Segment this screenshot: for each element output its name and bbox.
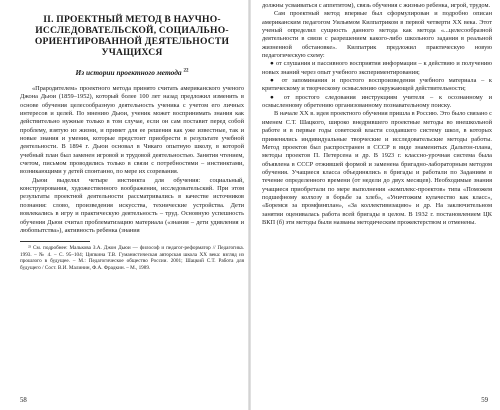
page-number-right: 59 <box>481 397 488 404</box>
section-title-text: Из истории проектного метода <box>75 68 182 77</box>
footnote-rule <box>20 241 90 242</box>
right-paragraph-2: Сам проектный метод впервые был сформулирован и подробно описан американским педагогом Уильямом Килпатриком в первой четверти XX века. Этот ученый определил сущность данного метода как метода «...целесообразной деятельности в связи с разрешением какого-либо школьного задания в реальной жизненной обстановке». Килпатрик предложил практическую новую педагогическую схему: <box>262 10 492 60</box>
left-paragraph-1: «Прародителем» проектного метода принято считать американского ученого Джона Дьюи (1859–1952), который более 100 лет назад предложил изменить в основе обучения целесообразную деятельность ученика с учетом его личных интересов и целей. По мнению Дьюи, ученик может воспринимать знания как действительно нужные только в том случае, если он сам поставит перед собой проблему, взятую из жизни, и примет для ее решения как уже известные, так и новые знания и умения, которые предстоит приобрести в результате учебной деятельности. В 1894 г. Дьюи основал в Чикаго опытную школу, в которой учебный план был заменен игровой и трудовой деятельностью. Занятия чтением, счетом, письмом проводились только в связи с потребностями – инстинктами, возникающими у детей спонтанно, по мере их созревания. <box>20 85 244 176</box>
right-paragraph-1: должны усваиваться с аппетитом), связь обучения с жизнью ребенка, игрой, трудом. <box>262 2 491 9</box>
bullet-item: ● от запоминания и простого воспроизведения учебного материала – к критическому и творческому осмыслению окружающей действительности; <box>262 77 492 93</box>
footnote-mark: 22 <box>183 68 189 74</box>
right-page <box>250 0 500 410</box>
bullet-item: ● от слушания и пассивного восприятия информации – к действию и получению новых знаний через опыт учебного экспериментирования; <box>262 60 492 76</box>
left-paragraph-2: Дьюи выделял четыре инстинкта для обучения: социальный, конструирования, художественного воображения, исследовательский. При этом результаты проектной деятельности рассматривались в качестве источников познания: слово, произведения искусства, технические устройства. Дети вовлекались в игру и практическую деятельность – труд. Основную успешность обучения Дьюи считал проблематизацию материала («знания – дети удивления и любопытства»), активность ребенка (знания <box>20 176 244 234</box>
page-number-left: 58 <box>20 397 27 404</box>
section-title <box>20 68 244 77</box>
footnote: ²² См. подробнее: Малькова З.А. Джон Дьюи — философ и педагог-реформатор // Педагогика. 1993. – № 4. – С. 95–104; Ципкина Т.В. Гуманистическая авторская школа XX века: взгляд из прошлого в будущее. – М.: Педагогическое общество России. 2001; Шацкий С.Т. Работа для будущего / Сост. В.И. Малинин, Ф.А. Фрадкин. – М., 1989. <box>20 245 244 271</box>
chapter-title: II. ПРОЕКТНЫЙ МЕТОД В НАУЧНО-ИССЛЕДОВАТЕЛЬСКОЙ, СОЦИАЛЬНО-ОРИЕНТИРОВАННОЙ ДЕЯТЕЛЬНОСТИ УЧАЩИХСЯ <box>34 14 230 58</box>
bullet-item: ● от простого следования инструкциям учителя – к осознанному и осмысленному обретению организованному познавательному поиску. <box>262 93 492 110</box>
right-paragraph-3: В начале XX в. идея проектного обучения пришла в Россию. Это было связано с именем С.Т. Шацкого, широко внедрившего проектные методы во внешкольной работе и в первые годы советской власти создавшего систему школ, в которых применялись индивидуальные творческие и исследовательские методы работы. Метод проектов был распространен в СССР в виде знаменитых Дальтон-плана, методы проектов П. Петерсена и др. В 1923 г. классно-урочная система была объявлена в СССР отжившей формой и заменена бригадно-лабораторным методом обучения. Учащиеся класса объединялись в бригады и работали по Заданиям в течение определенного времени (от недели до двух месяцев). Необходимые знания учащиеся приобретали по мере выполнения «комплекс-проектов» типа «Поможем подшефному колхозу в борьбе за хлеб», «Уничтожим кулачество как класс», «Боремся за промфинплан», «За коллективизацию» и др. На заключительном занятии оценивалась работа всей бригады в целом. В 1932 г. постановлением ЦК ВКП (б) эти методы были названы методическим прожектерством и отменены. <box>262 110 492 226</box>
